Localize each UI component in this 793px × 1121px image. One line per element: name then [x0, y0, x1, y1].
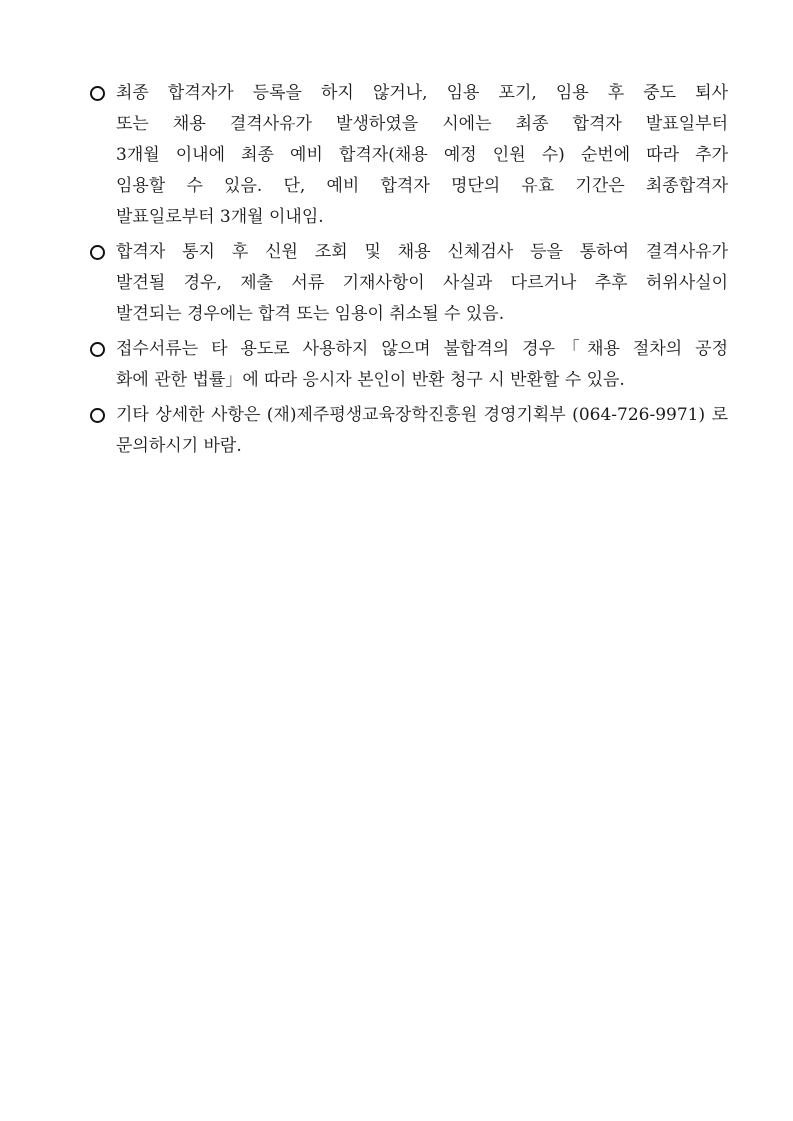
notice-line: 발견될 경우, 제출 서류 기재사항이 사실과 다르거나 추후 허위사실이 [116, 273, 728, 293]
notice-item-contact [88, 400, 728, 462]
notice-item-disqualification [88, 237, 728, 330]
notice-line: 화에 관한 법률」에 따라 응시자 본인이 반환 청구 시 반환할 수 있음. [116, 370, 625, 390]
notice-line: 기타 상세한 사항은 (재)제주평생교육장학진흥원 경영기획부 (064-726-9971) 로 [116, 405, 728, 425]
notice-line: 접수서류는 타 용도로 사용하지 않으며 불합격의 경우「채용 절차의 공정 [116, 339, 728, 359]
circle-bullet-icon [90, 245, 105, 260]
circle-bullet-icon [90, 408, 105, 423]
notice-line: 또는 채용 결격사유가 발생하였을 시에는 최종 합격자 발표일부터 [116, 114, 728, 134]
notice-line: 합격자 통지 후 신원 조회 및 채용 신체검사 등을 통하여 결격사유가 [116, 242, 728, 262]
notice-item-document-return [88, 334, 728, 396]
notice-list [88, 78, 728, 466]
notice-line: 문의하시기 바람. [116, 436, 242, 456]
notice-line: 임용할 수 있음. 단, 예비 합격자 명단의 유효 기간은 최종합격자 [116, 176, 728, 196]
notice-line: 최종 합격자가 등록을 하지 않거나, 임용 포기, 임용 후 중도 퇴사 [116, 83, 728, 103]
notice-line: 발견되는 경우에는 합격 또는 임용이 취소될 수 있음. [116, 304, 505, 324]
notice-line: 3개월 이내에 최종 예비 합격자(채용 예정 인원 수) 순번에 따라 추가 [116, 145, 728, 165]
circle-bullet-icon [90, 342, 105, 357]
notice-line: 발표일로부터 3개월 이내임. [116, 207, 324, 227]
circle-bullet-icon [90, 86, 105, 101]
notice-item-final-candidate [88, 78, 728, 233]
